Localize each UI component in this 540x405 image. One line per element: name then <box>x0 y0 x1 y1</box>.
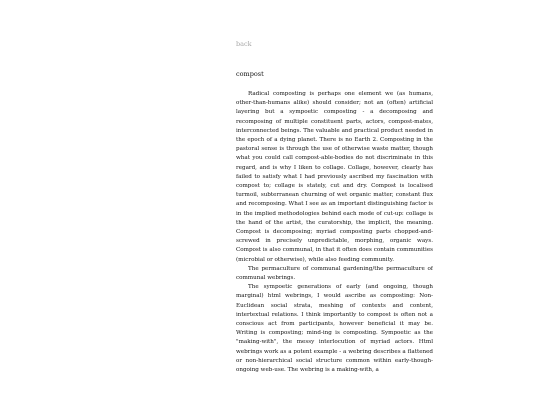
back-link[interactable]: back <box>236 40 252 48</box>
article-paragraph: Radical composting is perhaps one element we (as humans, other-than-humans alike) should consider; not an (often) artificial layering but a sympoetic composting - a decomposing and recomposing of multiple constituent parts, actors, compost-mates, interconnected beings. The valuable and practical product needed in the epoch of a dying planet. There is no Earth 2. Composting in the pastoral sense is through the use of otherwise waste matter, though what you could call compost-able-bodies do not discriminate in this regard, and is why I liken to collage. Collage, however, clearly has failed to satisfy what I had previously ascribed my fascination with compost to; collage is stately, cut and dry. Compost is localised turmoil, subterranean churning of wet organic matter, constant flux and recomposing. What I see as an important distinguishing factor is in the implied methodologies behind each mode of cut-up: collage is the hand of the artist, the curatorship, the implicit, the meaning. Compost is decomposing; myriad composting parts chopped-and-screwed in precisely unpredictable, morphing, organic ways. Compost is also communal, in that it often does contain communities (microbial or otherwise), while also feeding community. <box>236 91 433 263</box>
article-paragraph: The permaculture of communal gardening/the permaculture of communal webrings. <box>236 265 433 282</box>
article <box>236 70 433 405</box>
article-title: compost <box>236 70 264 78</box>
article-paragraph: The sympoetic generations of early (and ongoing, though marginal) html webrings, I would ascribe as composting: Non-Euclidean social strata, meshing of contexts and content, intertextual relations. I think importantly to compost is often not a conscious act from participants, however beneficial it may be. Writing is composting; mind-ing is composting. Sympoetic as the "making-with", the messy interlocution of myriad actors. Html webrings work as a potent example - a webring describes a flattened or non-hierarchical social structure common within early-though-ongoing web-use. The webring is a making-with, a <box>236 284 433 374</box>
